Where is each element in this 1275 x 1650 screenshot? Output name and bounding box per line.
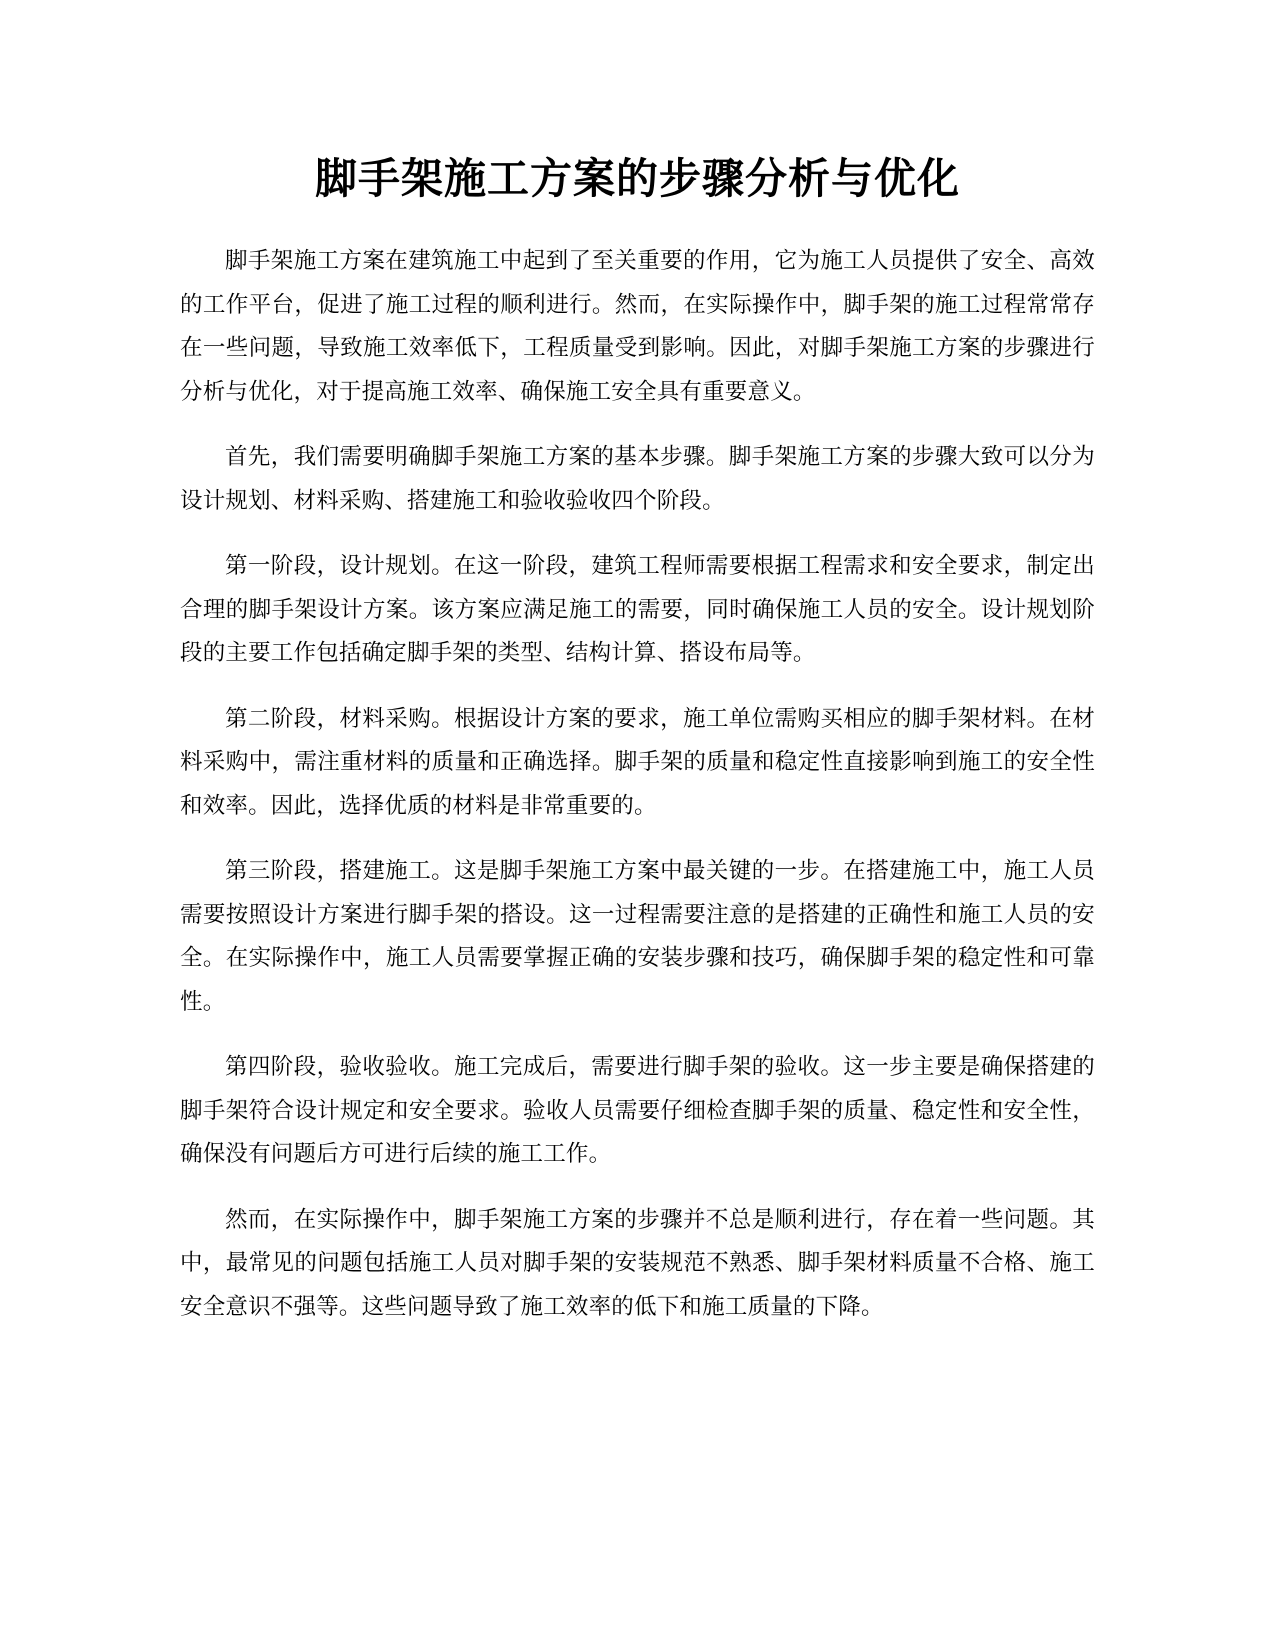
- paragraph-intro: 脚手架施工方案在建筑施工中起到了至关重要的作用，它为施工人员提供了安全、高效的工作平台，促进了施工过程的顺利进行。然而，在实际操作中，脚手架的施工过程常常存在一些问题，导致施工效率低下，工程质量受到影响。因此，对脚手架施工方案的步骤进行分析与优化，对于提高施工效率、确保施工安全具有重要意义。: [180, 248, 1095, 405]
- document-body: [180, 240, 1095, 1351]
- paragraph-stage-one: 第一阶段，设计规划。在这一阶段，建筑工程师需要根据工程需求和安全要求，制定出合理的脚手架设计方案。该方案应满足施工的需要，同时确保施工人员的安全。设计规划阶段的主要工作包括确定脚手架的类型、结构计算、搭设布局等。: [180, 553, 1095, 666]
- paragraph-overview: 首先，我们需要明确脚手架施工方案的基本步骤。脚手架施工方案的步骤大致可以分为设计规划、材料采购、搭建施工和验收验收四个阶段。: [180, 444, 1095, 514]
- paragraph-stage-two: 第二阶段，材料采购。根据设计方案的要求，施工单位需购买相应的脚手架材料。在材料采购中，需注重材料的质量和正确选择。脚手架的质量和稳定性直接影响到施工的安全性和效率。因此，选择优质的材料是非常重要的。: [180, 705, 1095, 819]
- paragraph-stage-four: 第四阶段，验收验收。施工完成后，需要进行脚手架的验收。这一步主要是确保搭建的脚手架符合设计规定和安全要求。验收人员需要仔细检查脚手架的质量、稳定性和安全性，确保没有问题后方可进行后续的施工工作。: [180, 1054, 1095, 1167]
- paragraph-stage-three: 第三阶段，搭建施工。这是脚手架施工方案中最关键的一步。在搭建施工中，施工人员需要按照设计方案进行脚手架的搭设。这一过程需要注意的是搭建的正确性和施工人员的安全。在实际操作中，施工人员需要掌握正确的安装步骤和技巧，确保脚手架的稳定性和可靠性。: [180, 858, 1095, 1015]
- paragraph-problems: 然而，在实际操作中，脚手架施工方案的步骤并不总是顺利进行，存在着一些问题。其中，最常见的问题包括施工人员对脚手架的安装规范不熟悉、脚手架材料质量不合格、施工安全意识不强等。这些问题导致了施工效率的低下和施工质量的下降。: [180, 1206, 1095, 1320]
- document-title: 脚手架施工方案的步骤分析与优化: [314, 154, 960, 203]
